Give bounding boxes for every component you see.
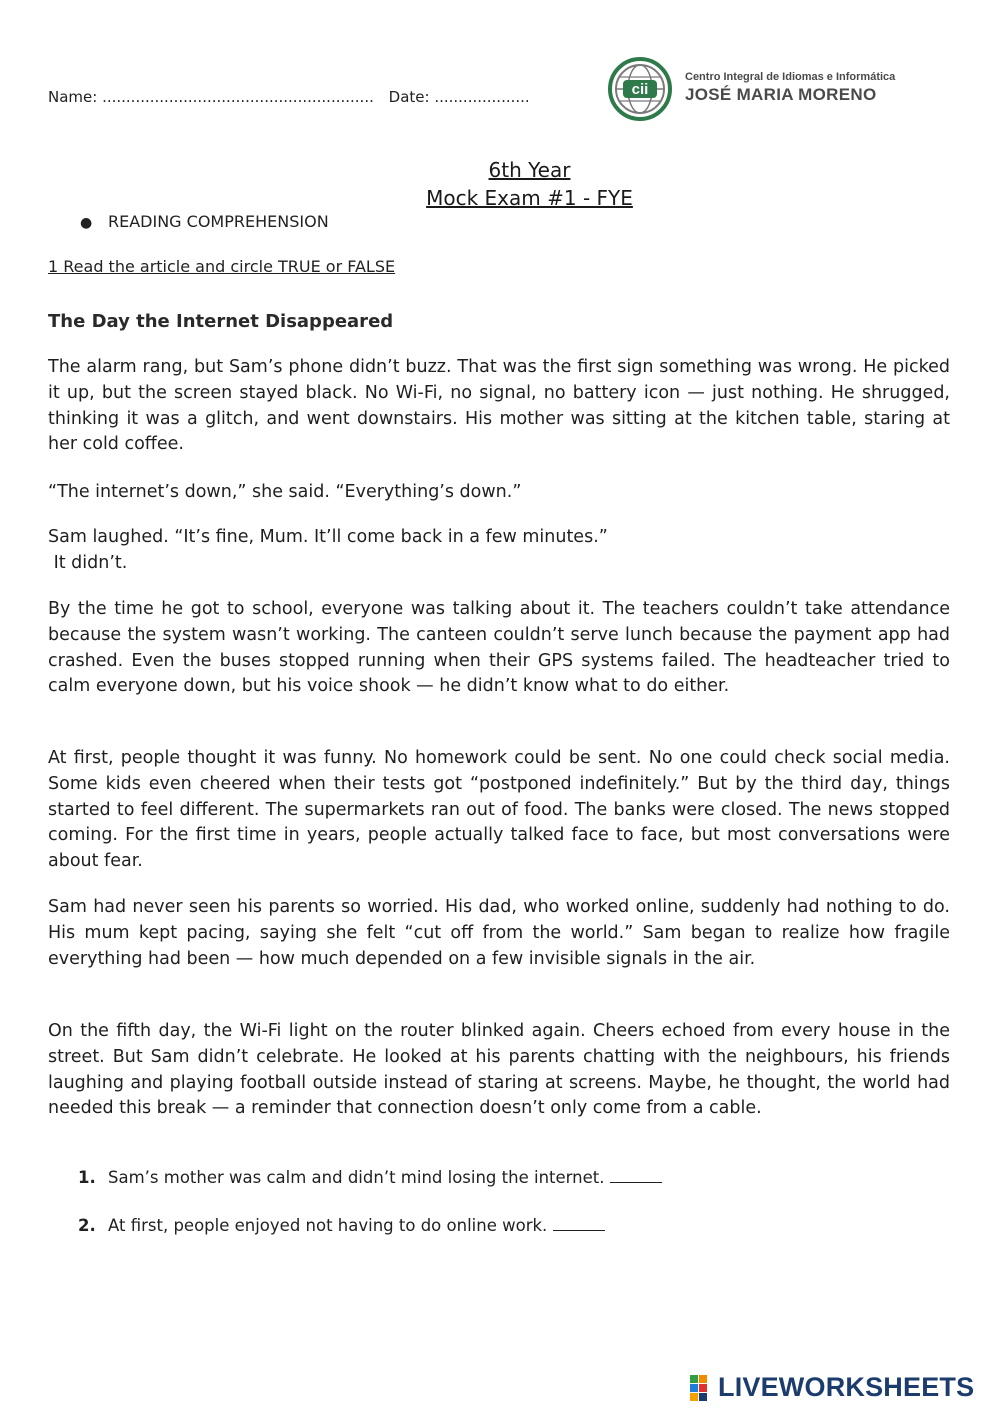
answer-blank[interactable] xyxy=(610,1181,662,1183)
date-field[interactable]: Date: .................... xyxy=(388,88,530,106)
name-field[interactable]: Name: ......................................................... xyxy=(48,88,374,106)
exam-year: 6th Year xyxy=(488,158,571,182)
student-info-line xyxy=(48,88,540,106)
section-heading: ● READING COMPREHENSION xyxy=(80,212,329,231)
answer-blank[interactable] xyxy=(553,1229,605,1231)
exam-title xyxy=(30,156,999,212)
logo-subtitle: Centro Integral de Idiomas e Informática xyxy=(685,71,896,83)
question-item: 2. At first, people enjoyed not having to do online work. xyxy=(78,1216,605,1235)
article-paragraph: “The internet’s down,” she said. “Everything’s down.” xyxy=(48,482,522,502)
exam-name: Mock Exam #1 - FYE xyxy=(426,186,633,210)
article-paragraph: Sam had never seen his parents so worried. His dad, who worked online, suddenly had nothing to do. His mum kept pacing, saying she felt “cut off from the world.” Sam began to realize how fragile everything had been — how much depended on a few invisible signals in the air. xyxy=(48,897,950,969)
article-title: The Day the Internet Disappeared xyxy=(48,311,394,332)
article-paragraph: The alarm rang, but Sam’s phone didn’t buzz. That was the first sign something was wrong. He picked it up, but the screen stayed black. No Wi-Fi, no signal, no battery icon — just nothing. He shrugged, thinking it was a glitch, and went downstairs. His mother was sitting at the kitchen table, staring at her cold coffee. xyxy=(48,357,950,455)
liveworksheets-logo-icon xyxy=(690,1375,716,1401)
article-paragraph: Sam laughed. “It’s fine, Mum. It’ll come back in a few minutes.” xyxy=(48,527,608,547)
article-paragraph: On the fifth day, the Wi-Fi light on the router blinked again. Cheers echoed from every house in the street. But Sam didn’t celebrate. He looked at his parents chatting with the neighbours, his friends laughing and playing football outside instead of staring at screens. Maybe, he thought, the world had needed this break — a reminder that connection doesn’t only come from a cable. xyxy=(48,1021,950,1119)
liveworksheets-watermark xyxy=(690,1372,990,1404)
bullet-icon: ● xyxy=(80,215,93,231)
article-paragraph: By the time he got to school, everyone was talking about it. The teachers couldn’t take attendance because the system wasn’t working. The canteen couldn’t serve lunch because the payment app had crashed. Even the buses stopped running when their GPS systems failed. The headteacher tried to calm everyone down, but his voice shook — he didn’t know what to do either. xyxy=(48,599,950,697)
article-paragraph: At first, people thought it was funny. No homework could be sent. No one could check social media. Some kids even cheered when their tests got “postponed indefinitely.” But by the third day, things started to feel different. The supermarkets ran out of food. The banks were closed. The news stopped coming. For the first time in years, people actually talked face to face, but most conversations were about fear. xyxy=(48,748,950,872)
logo-title: JOSÉ MARIA MORENO xyxy=(685,85,877,104)
school-logo xyxy=(607,57,897,121)
question-item: 1. Sam’s mother was calm and didn’t mind losing the internet. xyxy=(78,1168,662,1187)
svg-text:cii: cii xyxy=(631,81,649,98)
article-paragraph: It didn’t. xyxy=(48,553,128,573)
watermark-text: LIVEWORKSHEETS xyxy=(718,1372,975,1402)
instruction: 1 Read the article and circle TRUE or FALSE xyxy=(48,257,396,276)
globe-logo-icon xyxy=(607,57,677,121)
